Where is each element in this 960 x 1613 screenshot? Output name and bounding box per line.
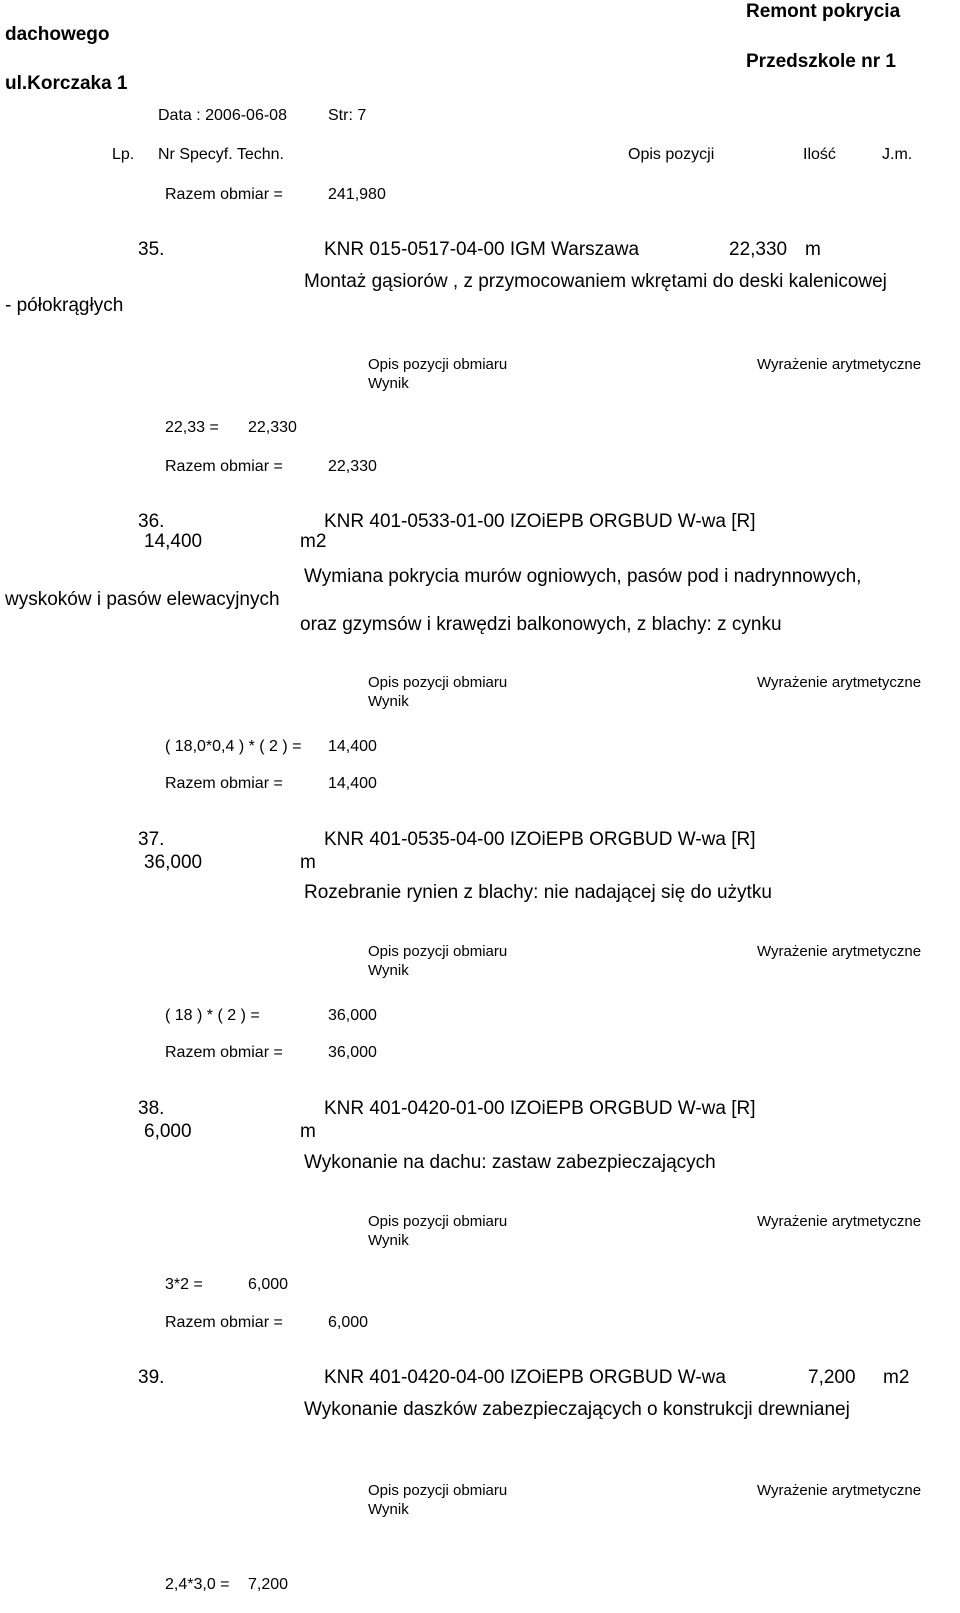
column-lp: Lp. <box>112 146 135 163</box>
item-knr: KNR 401-0420-01-00 IZOiEPB ORGBUD W-wa [R] <box>324 1098 756 1119</box>
sub-header-wyrazenie: Wyrażenie arytmetyczne <box>757 1213 922 1230</box>
item-unit: m2 <box>300 531 327 552</box>
item-unit: m <box>300 852 316 873</box>
item-total: 14,400 <box>328 775 377 792</box>
item-expression: 2,4*3,0 = <box>165 1576 230 1593</box>
item-description-cont: - półokrągłych <box>5 295 124 316</box>
item-lp: 36. <box>138 511 165 532</box>
sub-header-wyrazenie: Wyrażenie arytmetyczne <box>757 943 922 960</box>
item-total: 22,330 <box>328 458 377 475</box>
sub-header-wynik: Wynik <box>368 1501 409 1518</box>
item-knr: KNR 401-0535-04-00 IZOiEPB ORGBUD W-wa [R] <box>324 829 756 850</box>
item-description: Wykonanie daszków zabezpieczających o konstrukcji drewnianej <box>304 1399 850 1420</box>
sub-header-wynik: Wynik <box>368 962 409 979</box>
item-unit: m2 <box>883 1367 910 1388</box>
item-expression: ( 18,0*0,4 ) * ( 2 ) = <box>165 738 302 755</box>
item-total: 36,000 <box>328 1044 377 1061</box>
item-lp: 38. <box>138 1098 165 1119</box>
header-title-right-2: Przedszkole nr 1 <box>746 51 896 72</box>
item-expression-value: 36,000 <box>328 1007 377 1024</box>
item-qty: 7,200 <box>808 1367 856 1388</box>
sub-header-opis: Opis pozycji obmiaru <box>368 943 508 960</box>
item-expression: 22,33 = <box>165 419 219 436</box>
item-expression-value: 14,400 <box>328 738 377 755</box>
column-qty: Ilość <box>803 146 836 163</box>
sub-header-opis: Opis pozycji obmiaru <box>368 356 508 373</box>
item-qty: 36,000 <box>144 852 203 873</box>
header-title-right-1: Remont pokrycia <box>746 1 901 22</box>
carry-label: Razem obmiar = <box>165 186 283 203</box>
item-description: Montaż gąsiorów , z przymocowaniem wkrętami do deski kalenicowej <box>304 271 887 292</box>
item-expression: 3*2 = <box>165 1276 203 1293</box>
column-spec: Nr Specyf. Techn. <box>158 146 284 163</box>
item-description-cont: oraz gzymsów i krawędzi balkonowych, z blachy: z cynku <box>300 614 782 635</box>
item-knr: KNR 015-0517-04-00 IGM Warszawa <box>324 239 640 260</box>
item-qty: 14,400 <box>144 531 203 552</box>
item-expression: ( 18 ) * ( 2 ) = <box>165 1007 260 1024</box>
item-qty: 6,000 <box>144 1121 192 1142</box>
item-knr: KNR 401-0420-04-00 IZOiEPB ORGBUD W-wa <box>324 1367 726 1388</box>
item-expression-value: 7,200 <box>248 1576 289 1593</box>
sub-header-wyrazenie: Wyrażenie arytmetyczne <box>757 356 922 373</box>
item-expression-value: 6,000 <box>248 1276 289 1293</box>
item-total-label: Razem obmiar = <box>165 458 283 475</box>
item-total-label: Razem obmiar = <box>165 1314 283 1331</box>
column-desc: Opis pozycji <box>628 146 715 163</box>
item-unit: m <box>805 239 821 260</box>
item-total-label: Razem obmiar = <box>165 1044 283 1061</box>
carry-value: 241,980 <box>328 186 386 203</box>
column-unit: J.m. <box>882 146 913 163</box>
header-title-left-2: ul.Korczaka 1 <box>5 73 128 94</box>
item-lp: 37. <box>138 829 165 850</box>
header-page: Str: 7 <box>328 107 367 124</box>
sub-header-opis: Opis pozycji obmiaru <box>368 674 508 691</box>
item-unit: m <box>300 1121 316 1142</box>
item-description-cont: wyskoków i pasów elewacyjnych <box>5 589 280 610</box>
item-description: Rozebranie rynien z blachy: nie nadającej się do użytku <box>304 882 772 903</box>
sub-header-wynik: Wynik <box>368 375 409 392</box>
item-total-label: Razem obmiar = <box>165 775 283 792</box>
item-expression-value: 22,330 <box>248 419 297 436</box>
sub-header-opis: Opis pozycji obmiaru <box>368 1482 508 1499</box>
sub-header-wyrazenie: Wyrażenie arytmetyczne <box>757 674 922 691</box>
item-description: Wymiana pokrycia murów ogniowych, pasów pod i nadrynnowych, <box>304 566 862 587</box>
item-knr: KNR 401-0533-01-00 IZOiEPB ORGBUD W-wa [R] <box>324 511 756 532</box>
item-description: Wykonanie na dachu: zastaw zabezpieczających <box>304 1152 716 1173</box>
sub-header-wyrazenie: Wyrażenie arytmetyczne <box>757 1482 922 1499</box>
header-date: Data : 2006-06-08 <box>158 107 287 124</box>
sub-header-wynik: Wynik <box>368 693 409 710</box>
header-title-left-1: dachowego <box>5 24 110 45</box>
item-qty: 22,330 <box>729 239 788 260</box>
sub-header-opis: Opis pozycji obmiaru <box>368 1213 508 1230</box>
item-lp: 35. <box>138 239 165 260</box>
item-total: 6,000 <box>328 1314 369 1331</box>
sub-header-wynik: Wynik <box>368 1232 409 1249</box>
item-lp: 39. <box>138 1367 165 1388</box>
